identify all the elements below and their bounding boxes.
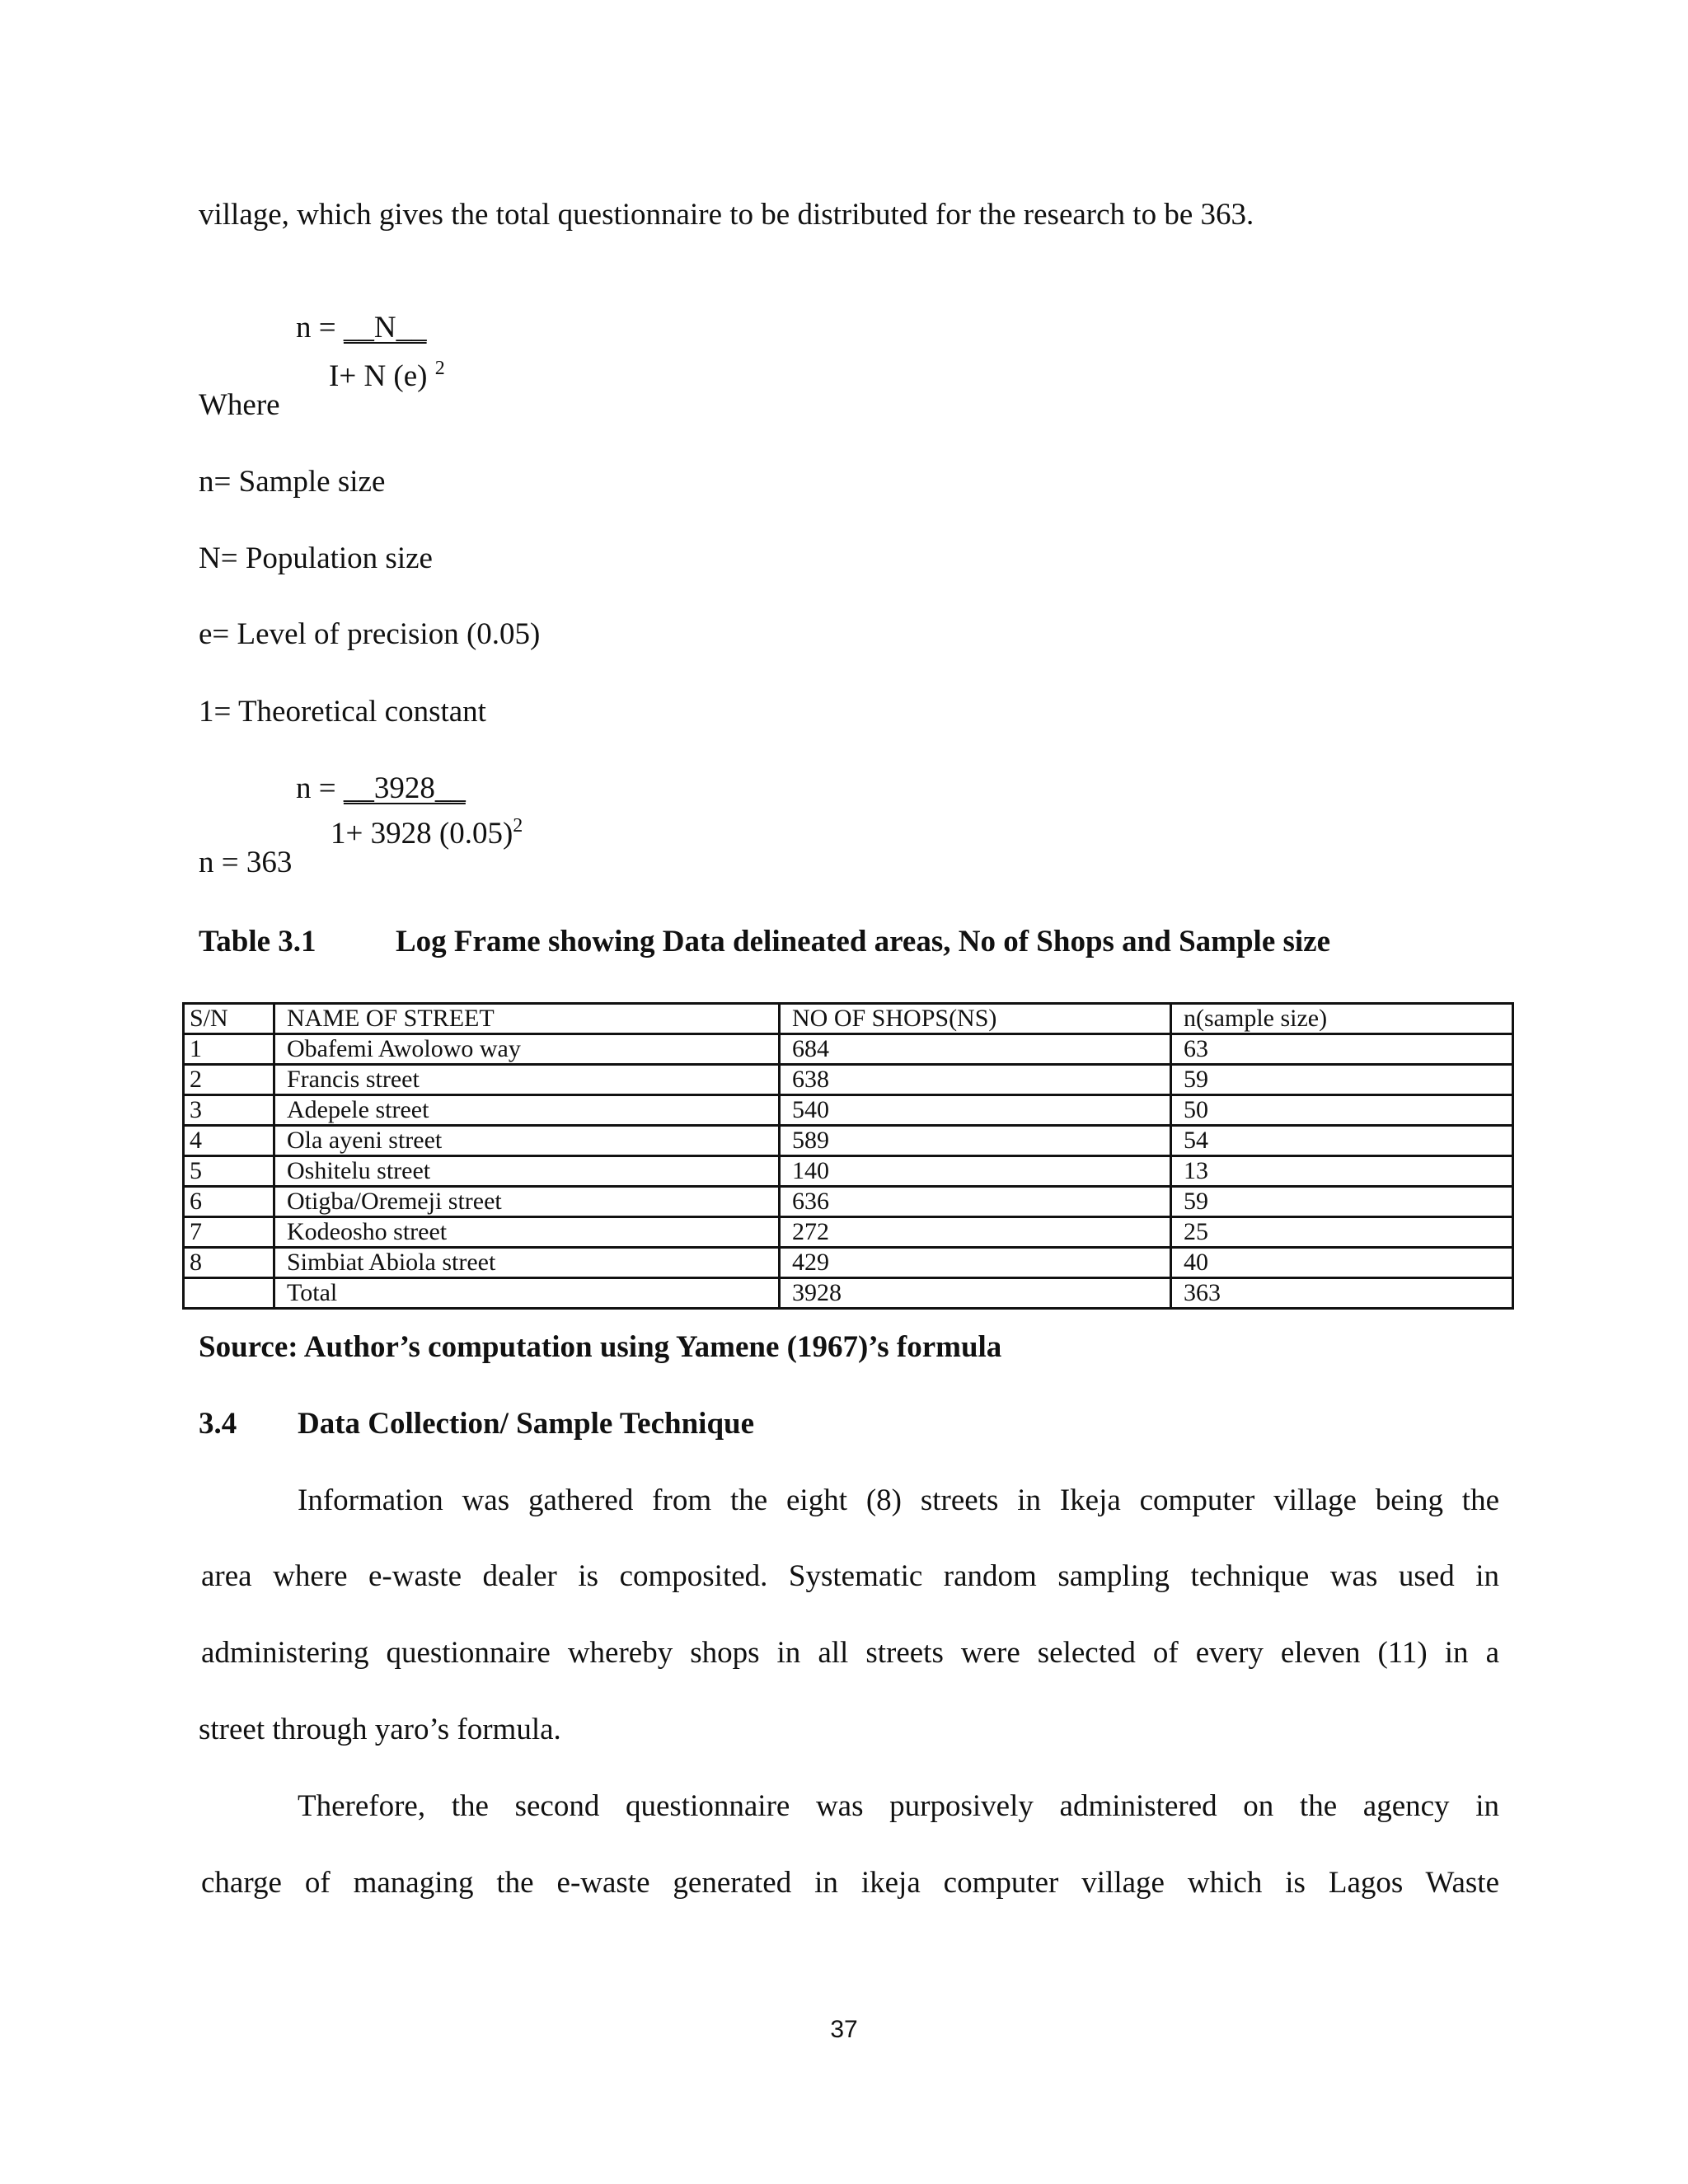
- formula-2-denominator: [331, 808, 523, 852]
- cell-street: Simbiat Abiola street: [274, 1248, 780, 1278]
- cell-street: Kodeosho street: [274, 1217, 780, 1248]
- header-sample: n(sample size): [1171, 1004, 1513, 1034]
- table-row: [184, 1187, 1513, 1217]
- paragraph-1-line-3: administering questionnaire whereby shops in all streets were selected of every eleven (11) in a: [201, 1636, 1499, 1670]
- cell-shops: 638: [780, 1065, 1171, 1095]
- table-source-note: Source: Author’s computation using Yamene (1967)’s formula: [199, 1330, 1002, 1364]
- cell-street: Adepele street: [274, 1095, 780, 1126]
- table-row: [184, 1065, 1513, 1095]
- formula-1-numerator: __N__: [343, 311, 427, 344]
- cell-street: Oshitelu street: [274, 1156, 780, 1187]
- cell-shops: 684: [780, 1034, 1171, 1065]
- header-sn: S/N: [184, 1004, 274, 1034]
- paragraph-2-line-1: Therefore, the second questionnaire was purposively administered on the agency in: [298, 1789, 1499, 1823]
- table-row: [184, 1095, 1513, 1126]
- section-number: 3.4: [199, 1407, 237, 1441]
- cell-sn: 6: [184, 1187, 274, 1217]
- cell-sn: 4: [184, 1126, 274, 1156]
- cell-sn: 2: [184, 1065, 274, 1095]
- table-row: [184, 1217, 1513, 1248]
- header-shops: NO OF SHOPS(NS): [780, 1004, 1171, 1034]
- paragraph-1-line-1: Information was gathered from the eight (8) streets in Ikeja computer village being the: [298, 1483, 1499, 1517]
- formula-1-denominator-text: I+ N (e): [329, 359, 435, 393]
- cell-shops: 140: [780, 1156, 1171, 1187]
- section-title: Data Collection/ Sample Technique: [298, 1407, 755, 1441]
- table-total-row: [184, 1278, 1513, 1309]
- cell-street: Ola ayeni street: [274, 1126, 780, 1156]
- definition-N: N= Population size: [199, 541, 433, 575]
- cell-sn: 8: [184, 1248, 274, 1278]
- table-row: [184, 1248, 1513, 1278]
- cell-shops: 429: [780, 1248, 1171, 1278]
- paragraph-2-line-2: charge of managing the e-waste generated in ikeja computer village which is Lagos Waste: [201, 1866, 1499, 1900]
- where-label: Where: [199, 388, 280, 422]
- formula-2-lhs: [296, 771, 466, 807]
- definition-constant: 1= Theoretical constant: [199, 695, 486, 729]
- cell-sample: 363: [1171, 1278, 1513, 1309]
- cell-sn: 3: [184, 1095, 274, 1126]
- cell-sample: 63: [1171, 1034, 1513, 1065]
- cell-shops: 636: [780, 1187, 1171, 1217]
- cell-sn: 7: [184, 1217, 274, 1248]
- table-row: [184, 1034, 1513, 1065]
- cell-street: Obafemi Awolowo way: [274, 1034, 780, 1065]
- cell-sample: 54: [1171, 1126, 1513, 1156]
- table-caption-number: Table 3.1: [199, 925, 316, 958]
- formula-1-lhs-text: n =: [296, 311, 344, 344]
- formula-2-numerator: __3928__: [343, 771, 466, 805]
- cell-sample: 50: [1171, 1095, 1513, 1126]
- shops-sample-table: [182, 1002, 1514, 1310]
- cell-street: Otigba/Oremeji street: [274, 1187, 780, 1217]
- formula-1-denominator: [329, 350, 445, 395]
- paragraph-1-line-2: area where e-waste dealer is composited. Systematic random sampling technique was used in: [201, 1559, 1499, 1593]
- table-row: [184, 1126, 1513, 1156]
- definition-e: e= Level of precision (0.05): [199, 617, 541, 651]
- cell-sample: 25: [1171, 1217, 1513, 1248]
- formula-2-exponent: 2: [513, 815, 523, 837]
- page-number: 37: [830, 2016, 858, 2043]
- cell-sn: 5: [184, 1156, 274, 1187]
- cell-sample: 59: [1171, 1187, 1513, 1217]
- result-line: n = 363: [199, 846, 293, 879]
- header-street: NAME OF STREET: [274, 1004, 780, 1034]
- cell-sample: 40: [1171, 1248, 1513, 1278]
- formula-1-lhs: [296, 310, 427, 346]
- formula-2-denominator-text: 1+ 3928 (0.05): [331, 817, 513, 851]
- cell-shops: 589: [780, 1126, 1171, 1156]
- cell-sn: 1: [184, 1034, 274, 1065]
- table-row: [184, 1156, 1513, 1187]
- cell-shops: 272: [780, 1217, 1171, 1248]
- cell-sample: 59: [1171, 1065, 1513, 1095]
- formula-1-exponent: 2: [434, 358, 445, 379]
- table-header-row: [184, 1004, 1513, 1034]
- cell-sn: [184, 1278, 274, 1309]
- intro-line: village, which gives the total questionnaire to be distributed for the research to be 363.: [199, 198, 1254, 232]
- paragraph-1-line-4: street through yaro’s formula.: [199, 1713, 561, 1746]
- cell-shops: 540: [780, 1095, 1171, 1126]
- cell-shops: 3928: [780, 1278, 1171, 1309]
- cell-street: Francis street: [274, 1065, 780, 1095]
- table-caption-title: Log Frame showing Data delineated areas, No of Shops and Sample size: [396, 925, 1331, 958]
- cell-sample: 13: [1171, 1156, 1513, 1187]
- cell-street: Total: [274, 1278, 780, 1309]
- definition-n: n= Sample size: [199, 465, 386, 499]
- formula-2-lhs-text: n =: [296, 771, 344, 805]
